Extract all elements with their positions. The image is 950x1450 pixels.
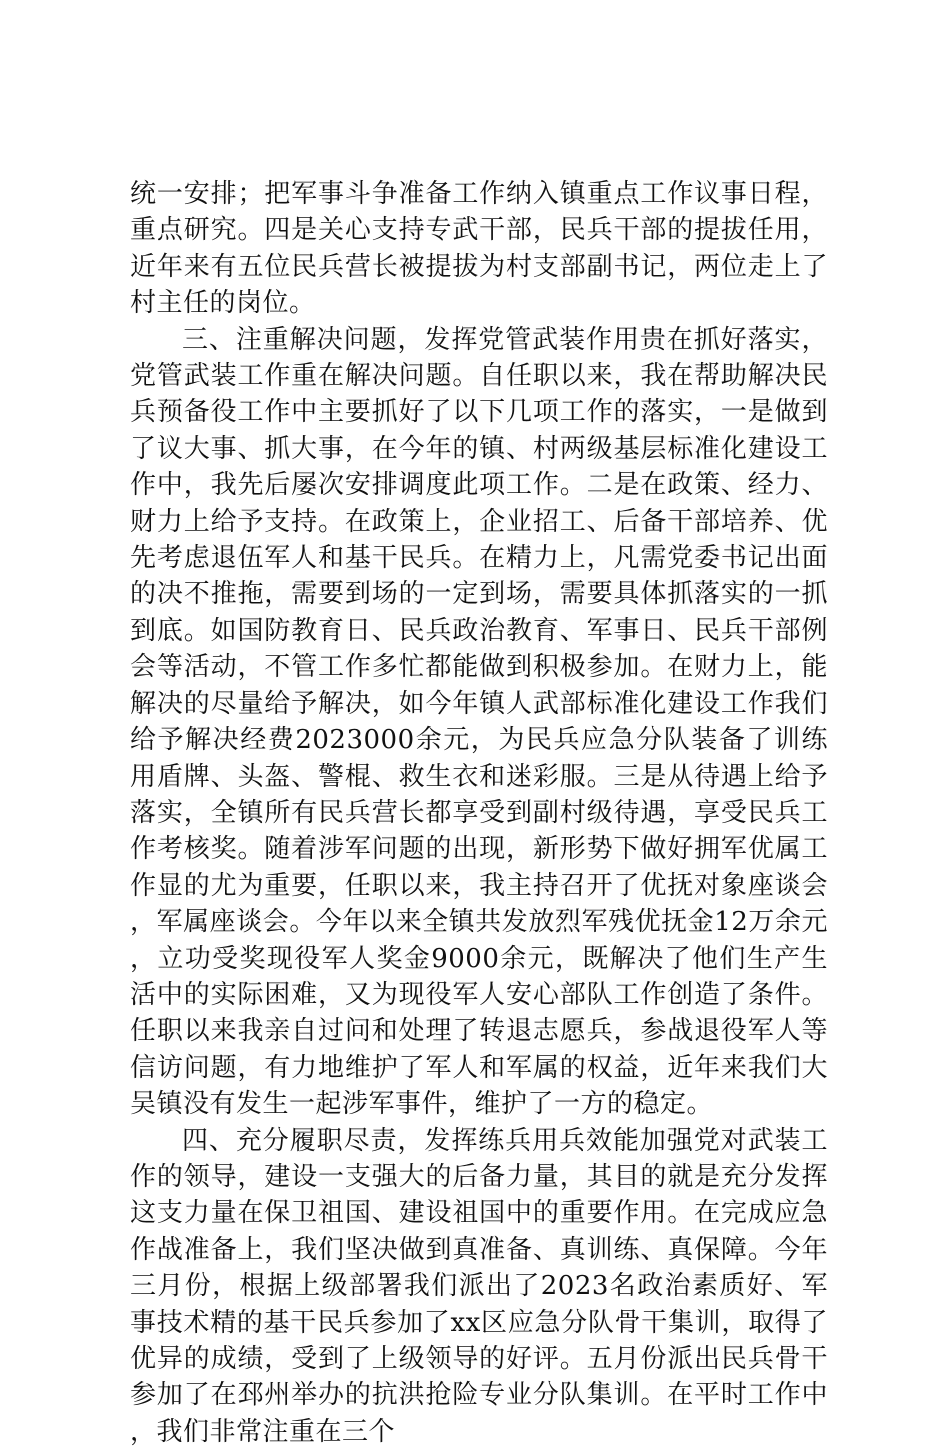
paragraph-fulfill-duties: 四、充分履职尽责，发挥练兵用兵效能加强党对武装工作的领导，建设一支强大的后备力量，其目的就是充分发挥这支力量在保卫祖国、建设祖国中的重要作用。在完成应急作战准备上，我们坚决做到真准备、真训练、真保障。今年三月份，根据上级部署我们派出了2023名政治素质好、军事技术精的基干民兵参加了xx区应急分队骨干集训，取得了优异的成绩，受到了上级领导的好评。五月份派出民兵骨干参加了在邳州举办的抗洪抢险专业分队集训。在平时工作中，我们非常注重在三个 [130,1125,828,1447]
document-page [130,176,828,1450]
paragraph-solve-problems: 三、注重解决问题，发挥党管武装作用贵在抓好落实，党管武装工作重在解决问题。自任职以来，我在帮助解决民兵预备役工作中主要抓好了以下几项工作的落实，一是做到了议大事、抓大事，在今年的镇、村两级基层标准化建设工作中，我先后屡次安排调度此项工作。二是在政策、经力、财力上给予支持。在政策上，企业招工、后备干部培养、优先考虑退伍军人和基干民兵。在精力上，凡需党委书记出面的决不推拖，需要到场的一定到场，需要具体抓落实的一抓到底。如国防教育日、民兵政治教育、军事日、民兵干部例会等活动，不管工作多忙都能做到积极参加。在财力上，能解决的尽量给予解决，如今年镇人武部标准化建设工作我们给予解决经费2023000余元，为民兵应急分队装备了训练用盾牌、头盔、警棍、救生衣和迷彩服。三是从待遇上给予落实，全镇所有民兵营长都享受到副村级待遇，享受民兵工作考核奖。随着涉军问题的出现，新形势下做好拥军优属工作显的尤为重要，任职以来，我主持召开了优抚对象座谈会，军属座谈会。今年以来全镇共发放烈军残优抚金12万余元，立功受奖现役军人奖金9000余元，既解决了他们生产生活中的实际困难，又为现役军人安心部队工作创造了条件。任职以来我亲自过问和处理了转退志愿兵，参战退役军人等信访问题，有力地维护了军人和军属的权益，近年来我们大吴镇没有发生一起涉军事件，维护了一方的稳定。 [130,324,828,1120]
paragraph-unified-arrangement: 统一安排；把军事斗争准备工作纳入镇重点工作议事日程，重点研究。四是关心支持专武干部，民兵干部的提拔任用，近年来有五位民兵营长被提拔为村支部副书记，两位走上了村主任的岗位。 [130,179,828,319]
